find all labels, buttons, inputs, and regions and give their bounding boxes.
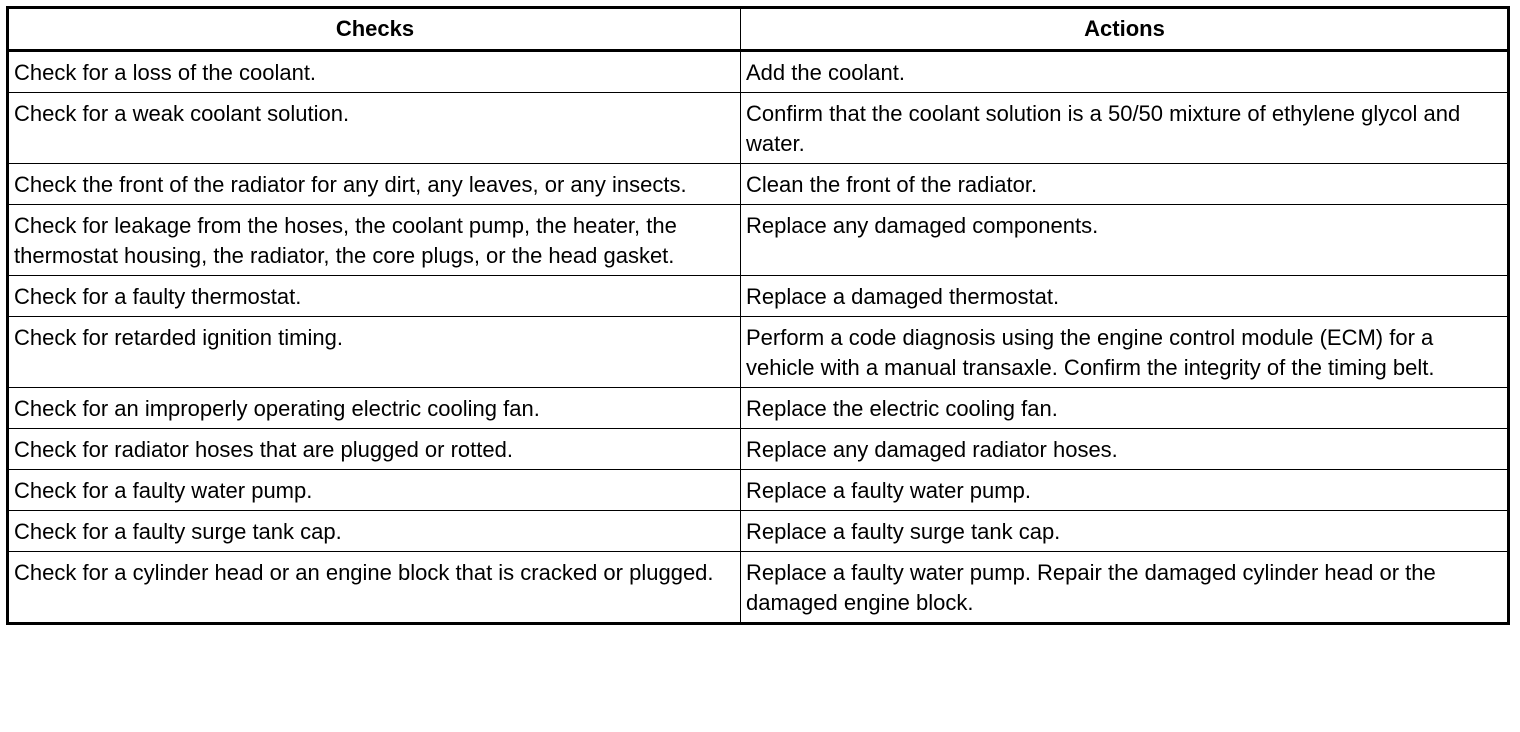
diagnostic-table — [6, 6, 1510, 625]
action-cell: Replace a faulty water pump. — [741, 470, 1509, 511]
table-row — [8, 470, 1509, 511]
action-cell: Replace any damaged radiator hoses. — [741, 429, 1509, 470]
table-row — [8, 51, 1509, 93]
check-cell: Check for a faulty surge tank cap. — [8, 511, 741, 552]
table-row — [8, 511, 1509, 552]
table-row — [8, 205, 1509, 276]
action-cell: Replace any damaged components. — [741, 205, 1509, 276]
check-cell: Check for a faulty thermostat. — [8, 276, 741, 317]
action-cell: Clean the front of the radiator. — [741, 164, 1509, 205]
actions-column-header: Actions — [741, 8, 1509, 51]
action-cell: Add the coolant. — [741, 51, 1509, 93]
action-cell: Replace the electric cooling fan. — [741, 388, 1509, 429]
header-row — [8, 8, 1509, 51]
check-cell: Check for a weak coolant solution. — [8, 93, 741, 164]
table-row — [8, 93, 1509, 164]
table-row — [8, 429, 1509, 470]
action-cell: Perform a code diagnosis using the engine control module (ECM) for a vehicle with a manual transaxle. Confirm the integrity of the timing belt. — [741, 317, 1509, 388]
check-cell: Check for a loss of the coolant. — [8, 51, 741, 93]
action-cell: Replace a faulty water pump. Repair the damaged cylinder head or the damaged engine block. — [741, 552, 1509, 624]
checks-column-header: Checks — [8, 8, 741, 51]
check-cell: Check for leakage from the hoses, the coolant pump, the heater, the thermostat housing, the radiator, the core plugs, or the head gasket. — [8, 205, 741, 276]
table-row — [8, 388, 1509, 429]
table-body — [8, 51, 1509, 624]
table-row — [8, 164, 1509, 205]
check-cell: Check for an improperly operating electric cooling fan. — [8, 388, 741, 429]
table-row — [8, 276, 1509, 317]
action-cell: Confirm that the coolant solution is a 50/50 mixture of ethylene glycol and water. — [741, 93, 1509, 164]
table-row — [8, 317, 1509, 388]
action-cell: Replace a faulty surge tank cap. — [741, 511, 1509, 552]
check-cell: Check for retarded ignition timing. — [8, 317, 741, 388]
check-cell: Check for radiator hoses that are plugged or rotted. — [8, 429, 741, 470]
action-cell: Replace a damaged thermostat. — [741, 276, 1509, 317]
table-row — [8, 552, 1509, 624]
table-header — [8, 8, 1509, 51]
check-cell: Check for a faulty water pump. — [8, 470, 741, 511]
check-cell: Check for a cylinder head or an engine block that is cracked or plugged. — [8, 552, 741, 624]
check-cell: Check the front of the radiator for any dirt, any leaves, or any insects. — [8, 164, 741, 205]
